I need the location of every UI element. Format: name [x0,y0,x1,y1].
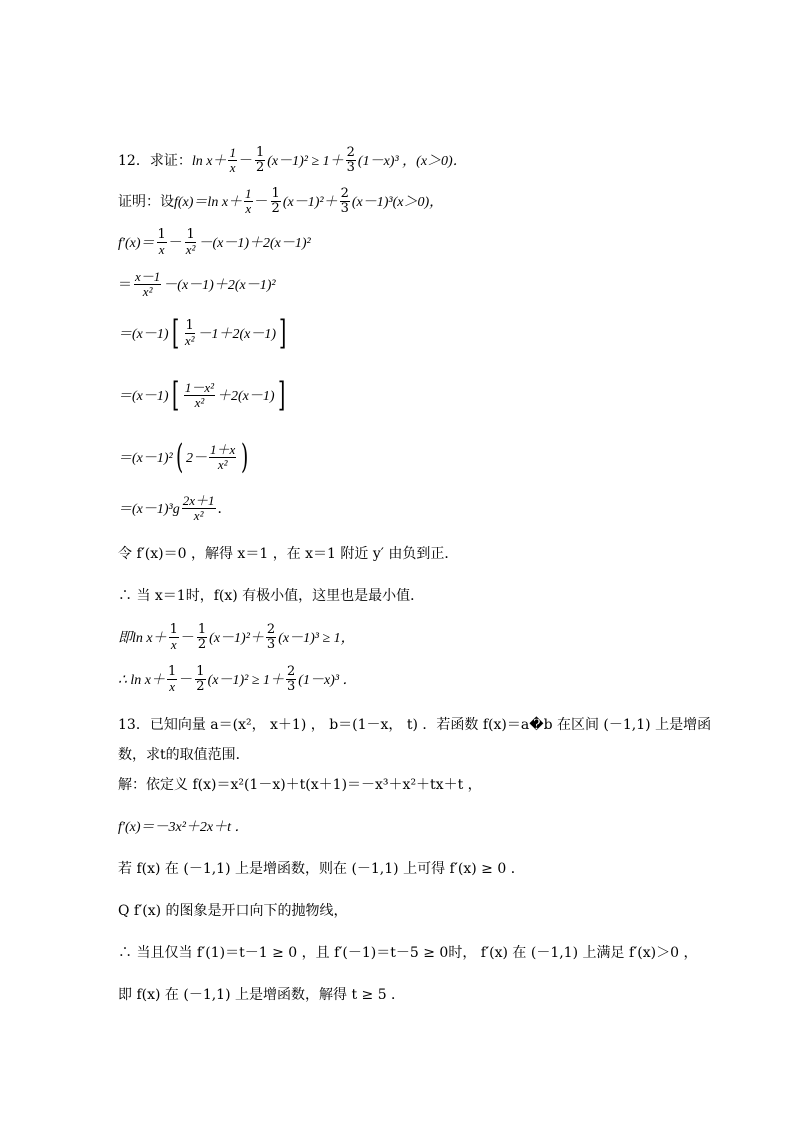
conclusion-line [118,665,357,693]
proof-label: 证明：设 [118,194,174,211]
math-text: 即ln x＋ [118,631,167,647]
math-text: － [179,672,194,689]
math-text: f(x)＝ln x＋ [174,195,243,211]
problem-13-statement [118,714,711,734]
math-text: (x－1)²＋ [209,631,264,647]
math-text: ＋2(x－1) [216,389,275,404]
fraction: $\frac{1}{x}$ [245,186,252,216]
math-text: (x－1)² ≥ 1＋ [207,673,284,689]
problem-12-statement [118,146,467,174]
math-text: ． [217,501,232,518]
math-text: －(x－1)＋2(x－1)² [163,278,276,294]
fraction: $\frac{\text{1－x²}}{\text{x²}}$ [184,379,214,410]
math-text: (x－1)³ ≥ 1， [278,631,355,647]
math-text: (1－x)³ ． [298,673,357,689]
math-text: (x－1)²＋ [282,195,338,211]
solution-parabola [118,900,348,920]
math-text: f′(x)＝ [118,236,155,252]
text: Q f′(x) 的图象是开口向下的抛物线， [118,903,348,919]
text: 若 f(x) 在 (－1,1) 上是增函数，则在 (－1,1) 上可得 f′(x) ≥ 0 ． [118,861,525,877]
fraction: $\frac{1}{x}$ [168,664,177,694]
math-text: － [168,235,183,252]
text: ∴ 当 x＝1时，f(x) 有极小值，这里也是最小值． [118,588,425,604]
math-text: (x－1)² ≥ 1＋ [267,154,344,170]
fraction: $\frac{1}{2}$ [271,186,280,216]
fraction: $\frac{2}{3}$ [346,145,355,175]
proof-setup [118,187,443,215]
derivative-step-2 [118,313,289,353]
text: 解：依定义 f(x)＝x²(1－x)＋t(x＋1)＝－x³＋x²＋tx＋t ， [118,777,482,793]
fraction: $\frac{1}{x}$ [229,145,236,175]
solution-derivative [118,816,249,836]
math-text: －1＋2(x－1) [197,327,277,342]
text: 令 f′(x)＝0 ，解得 x＝1 ，在 x＝1 附近 y′ 由负到正． [118,546,459,562]
critical-point-text [118,543,458,563]
math-text: ＝ [118,277,132,294]
math-text: (x－1)³(x＞0)， [351,195,444,211]
derivative-line [118,228,311,256]
fraction: $\frac{1}{\text{x²}}$ [184,317,195,348]
derivative-step-3 [118,375,288,415]
math-text: ∴ ln x＋ [118,673,166,689]
fraction: $\frac{1}{2}$ [197,622,207,652]
right-bracket: ] [279,313,287,353]
right-paren: ) [241,437,249,477]
solution-definition [118,774,482,794]
fraction: $\frac{1}{2}$ [255,145,265,175]
fraction: $\frac{2}{3}$ [287,664,296,694]
fraction: $\frac{1}{x}$ [157,227,166,257]
left-bracket: [ [171,313,179,353]
fraction: $\frac{2}{3}$ [266,622,276,652]
derivative-step-1 [118,270,276,298]
solution-result [118,984,405,1004]
fraction: $\frac{2}{3}$ [340,186,349,216]
math-text: －(x－1)＋2(x－1)² [198,236,311,252]
math-text: ＝(x－1) [118,327,169,342]
derivative-step-4 [118,437,252,477]
math-text: ln x＋ [191,154,227,170]
text: 即 f(x) 在 (－1,1) 上是增函数，解得 t ≥ 5 ． [118,987,406,1003]
math-text: ＝(x－1) [118,389,169,404]
math-text: (1－x)³ ，(x＞0)． [357,154,467,170]
fraction: $\frac{1}{x}$ [169,622,178,652]
fraction: $\frac{1+x}{\text{x²}}$ [210,441,236,472]
math-text: － [254,194,269,211]
math-text: ＝(x－1)² [118,451,173,466]
left-paren: ( [175,437,184,477]
left-bracket: [ [171,375,179,415]
fraction: $\frac{x-1}{\text{x²}}$ [135,269,161,299]
minimum-text [118,585,424,605]
fraction: $\frac{1}{2}$ [196,664,205,694]
fraction: $\frac{1}{\text{x²}}$ [185,227,196,257]
math-text: 2－ [186,451,208,466]
fraction: $\frac{2x+1}{\text{x²}}$ [182,493,215,523]
text: ∴ 当且仅当 f′(1)＝t－1 ≥ 0 ，且 f′(－1)＝t－5 ≥ 0时， f′(x) 在 (－1,1) 上满足 f′(x)＞0 ， [118,945,698,961]
right-bracket: ] [277,375,285,415]
text: 13．已知向量 a＝(x²， x＋1) ， b＝(1－x， t) ．若函数 f(x)＝a�b 在区间 (－1,1) 上是增函 [118,717,712,733]
math-text: － [238,153,253,170]
inequality-line [118,623,355,651]
solution-iff [118,942,697,962]
problem-13-statement-cont [118,744,250,764]
solution-condition [118,858,525,878]
math-text: － [180,630,195,647]
text: 数，求t的取值范围． [118,747,250,763]
math-text: f′(x)＝－3x²＋2x＋t ． [118,820,249,835]
math-text: ＝(x－1)³g [118,502,180,518]
derivative-step-5 [118,494,232,522]
problem-12-label: 12．求证： [118,153,192,170]
